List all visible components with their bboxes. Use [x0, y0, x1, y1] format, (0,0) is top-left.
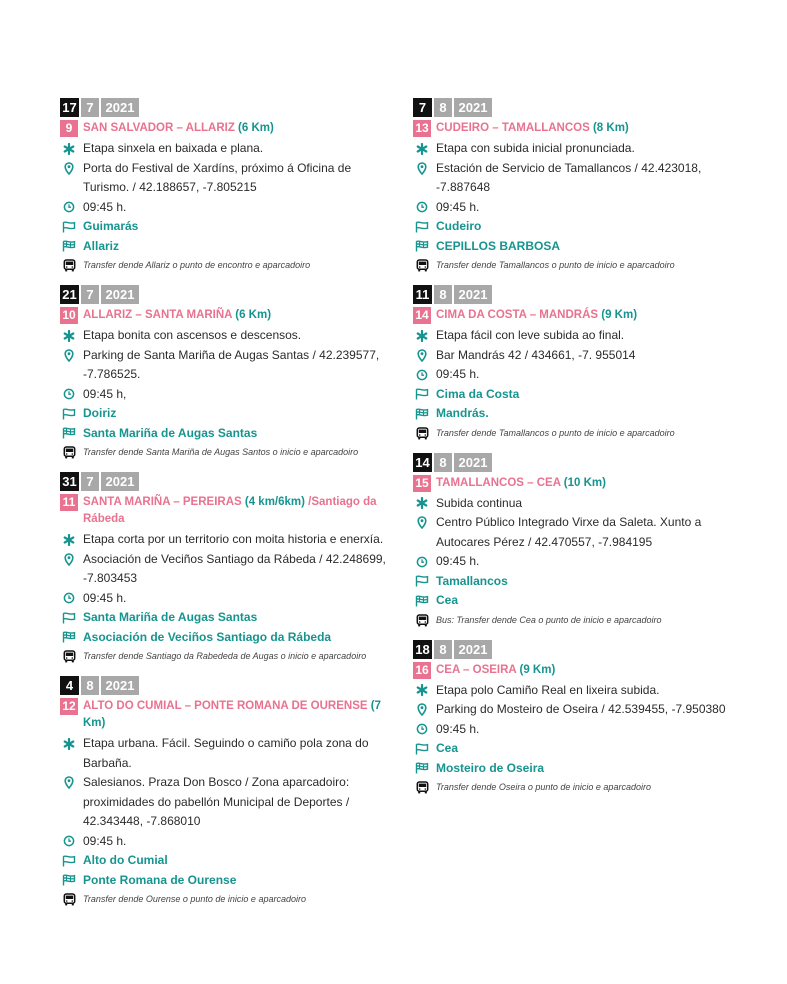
clock-icon	[413, 720, 431, 739]
transfer-note: Transfer dende Santa Mariña de Augas Santos o inicio e aparcadoiro	[83, 447, 359, 457]
date-badge	[413, 640, 748, 659]
clock-icon	[60, 198, 78, 217]
stage-card	[60, 285, 390, 462]
stage-title	[436, 475, 606, 492]
stage-description: Etapa bonita con ascensos e descensos.	[83, 328, 302, 342]
transfer-row	[413, 424, 748, 443]
bus-icon	[60, 443, 78, 462]
location-pin-icon	[60, 773, 78, 792]
description-row	[413, 139, 748, 159]
stage-number: 11	[60, 494, 78, 511]
stage-description: Etapa con subida inicial pronunciada.	[436, 141, 635, 155]
transfer-row	[60, 443, 390, 462]
bus-icon	[413, 424, 431, 443]
stage-title-row	[60, 698, 390, 732]
meeting-row	[413, 700, 748, 720]
transfer-row	[60, 890, 390, 909]
stage-title	[83, 494, 390, 528]
stage-title-row	[60, 494, 390, 528]
start-row	[60, 608, 390, 628]
start-time: 09:45 h.	[436, 367, 480, 381]
start-row	[60, 217, 390, 237]
checkered-flag-icon	[60, 237, 78, 256]
stage-card	[60, 472, 390, 666]
date-year: 2021	[101, 472, 139, 491]
meeting-point: Parking do Mosteiro de Oseira / 42.539455, -7.950380	[436, 702, 726, 716]
start-point: Santa Mariña de Augas Santas	[83, 610, 258, 624]
date-day: 31	[60, 472, 79, 491]
stage-description: Etapa fácil con leve subida ao final.	[436, 328, 625, 342]
date-month: 7	[81, 285, 99, 304]
date-badge	[413, 285, 748, 304]
bus-icon	[60, 890, 78, 909]
stage-number: 13	[413, 120, 431, 137]
stage-route: CIMA DA COSTA – MANDRÁS	[436, 309, 599, 321]
transfer-note: Transfer dende Santiago da Rabededa de Augas o inicio e aparcadoiro	[83, 651, 367, 661]
date-badge	[60, 98, 390, 117]
stage-card	[60, 676, 390, 909]
transfer-row	[413, 778, 748, 797]
asterisk-icon	[60, 734, 78, 753]
finish-row	[60, 871, 390, 891]
date-year: 2021	[101, 285, 139, 304]
flag-icon	[60, 217, 78, 236]
finish-point: Mandrás.	[436, 406, 489, 420]
stage-title	[83, 698, 390, 732]
finish-point: Mosteiro de Oseira	[436, 760, 545, 775]
checkered-flag-icon	[413, 404, 431, 423]
time-row	[60, 198, 390, 218]
location-pin-icon	[413, 513, 431, 532]
stage-card	[60, 98, 390, 275]
date-month: 7	[81, 472, 99, 491]
stage-distance: (10 Km)	[563, 476, 606, 489]
date-day: 21	[60, 285, 79, 304]
stage-number: 9	[60, 120, 78, 137]
checkered-flag-icon	[60, 628, 78, 647]
date-year: 2021	[454, 98, 492, 117]
stage-title	[436, 120, 629, 137]
asterisk-icon	[60, 139, 78, 158]
finish-point: CEPILLOS BARBOSA	[436, 238, 561, 253]
start-time: 09:45 h,	[83, 386, 127, 401]
transfer-row	[60, 256, 390, 275]
checkered-flag-icon	[413, 759, 431, 778]
start-row	[413, 385, 748, 405]
date-badge	[413, 453, 748, 472]
stage-number: 15	[413, 475, 431, 492]
stage-route: CUDEIRO – TAMALLANCOS	[436, 122, 590, 134]
transfer-row	[60, 647, 390, 666]
date-year: 2021	[454, 453, 492, 472]
date-badge	[60, 676, 390, 695]
transfer-row	[413, 256, 748, 275]
bus-icon	[60, 256, 78, 275]
stage-title	[436, 307, 637, 324]
location-pin-icon	[413, 159, 431, 178]
stage-title	[83, 307, 271, 324]
date-month: 8	[434, 285, 452, 304]
start-time: 09:45 h.	[83, 199, 127, 214]
clock-icon	[60, 589, 78, 608]
checkered-flag-icon	[60, 424, 78, 443]
description-row	[60, 734, 390, 773]
location-pin-icon	[60, 346, 78, 365]
description-row	[413, 494, 748, 514]
asterisk-icon	[60, 326, 78, 345]
start-time: 09:45 h.	[83, 590, 127, 605]
stage-title-row	[413, 307, 748, 324]
start-point: Guimarás	[83, 219, 139, 233]
location-pin-icon	[60, 550, 78, 569]
meeting-point: Porta do Festival de Xardíns, próximo á Oficina de Turismo. / 42.188657, -7.805215	[83, 160, 352, 194]
time-row	[413, 198, 748, 218]
start-row	[413, 739, 748, 759]
stage-title	[83, 120, 274, 137]
checkered-flag-icon	[413, 237, 431, 256]
clock-icon	[413, 365, 431, 384]
stage-route: SAN SALVADOR – ALLARIZ	[83, 122, 235, 134]
date-day: 4	[60, 676, 79, 695]
start-time: 09:45 h.	[436, 721, 480, 736]
bus-icon	[413, 778, 431, 797]
description-row	[413, 326, 748, 346]
stage-title-row	[60, 307, 390, 324]
asterisk-icon	[413, 326, 431, 345]
stage-distance: (8 Km)	[592, 122, 629, 134]
asterisk-icon	[60, 530, 78, 549]
transfer-note: Bus: Transfer dende Cea o punto de inicio e aparcadoiro	[436, 614, 662, 625]
time-row	[413, 720, 748, 740]
stage-card	[413, 285, 748, 443]
transfer-row	[413, 611, 748, 630]
finish-row	[60, 237, 390, 257]
transfer-note: Transfer dende Tamallancos o punto de inicio e aparcadoiro	[436, 260, 675, 270]
meeting-point: Centro Público Integrado Virxe da Saleta. Xunto a Autocares Pérez / 42.470557, -7.984195	[436, 515, 702, 549]
finish-row	[413, 759, 748, 779]
stage-number: 16	[413, 662, 431, 679]
asterisk-icon	[413, 139, 431, 158]
finish-point: Ponte Romana de Ourense	[83, 872, 237, 887]
right-column	[413, 98, 748, 807]
transfer-note: Transfer dende Tamallancos o punto de inicio e aparcadoiro	[436, 427, 675, 438]
date-day: 18	[413, 640, 432, 659]
clock-icon	[60, 832, 78, 851]
flag-icon	[413, 739, 431, 758]
stage-description: Subida continua	[436, 495, 523, 510]
meeting-row	[60, 550, 390, 589]
location-pin-icon	[60, 159, 78, 178]
stage-description: Etapa polo Camiño Real en lixeira subida.	[436, 682, 660, 697]
meeting-point: Bar Mandrás 42 / 434661, -7. 955014	[436, 347, 636, 362]
transfer-note: Transfer dende Ourense o punto de inicio e aparcadoiro	[83, 894, 306, 904]
start-point: Cima da Costa	[436, 386, 520, 401]
clock-icon	[60, 385, 78, 404]
meeting-row	[413, 513, 748, 552]
clock-icon	[413, 552, 431, 571]
start-point: Cea	[436, 741, 459, 755]
date-year: 2021	[454, 640, 492, 659]
time-row	[60, 832, 390, 852]
time-row	[413, 365, 748, 385]
meeting-row	[60, 346, 390, 385]
start-time: 09:45 h.	[83, 833, 127, 848]
bus-icon	[60, 647, 78, 666]
stage-title	[436, 662, 555, 679]
stage-distance: (9 Km)	[601, 309, 638, 321]
stage-distance: (6 Km)	[238, 122, 274, 134]
stage-extra: /Santiago da Rábeda	[83, 496, 377, 525]
stage-number: 12	[60, 698, 78, 715]
stage-distance: (7 Km)	[83, 700, 381, 729]
meeting-point: Asociación de Veciños Santiago da Rábeda / 42.248699, -7.803453	[83, 551, 386, 585]
start-row	[413, 217, 748, 237]
date-month: 8	[434, 98, 452, 117]
meeting-row	[60, 773, 390, 832]
stage-distance: (4 km/6km)	[244, 496, 305, 508]
clock-icon	[413, 198, 431, 217]
meeting-point: Parking de Santa Mariña de Augas Santas / 42.239577, -7.786525.	[83, 347, 380, 381]
description-row	[60, 139, 390, 159]
start-row	[413, 572, 748, 592]
stage-distance: (9 Km)	[519, 663, 556, 676]
flag-icon	[60, 851, 78, 870]
flag-icon	[60, 608, 78, 627]
date-day: 7	[413, 98, 432, 117]
stage-title-row	[413, 662, 748, 679]
bus-icon	[413, 256, 431, 275]
date-year: 2021	[101, 676, 139, 695]
transfer-note: Transfer dende Oseira o punto de inicio e aparcadoiro	[436, 782, 651, 792]
date-badge	[60, 472, 390, 491]
stage-card	[413, 453, 748, 630]
start-point: Alto do Cumial	[83, 853, 168, 867]
description-row	[413, 681, 748, 701]
start-point: Cudeiro	[436, 219, 482, 233]
flag-icon	[413, 217, 431, 236]
flag-icon	[413, 572, 431, 591]
stage-description: Etapa sinxela en baixada e plana.	[83, 141, 264, 155]
finish-point: Cea	[436, 593, 459, 607]
time-row	[60, 385, 390, 405]
start-point: Doiriz	[83, 406, 117, 420]
time-row	[413, 552, 748, 572]
stage-route: ALTO DO CUMIAL – PONTE ROMANA DE OURENSE	[83, 700, 368, 712]
date-month: 8	[81, 676, 99, 695]
stage-title-row	[413, 120, 748, 137]
asterisk-icon	[413, 681, 431, 700]
checkered-flag-icon	[60, 871, 78, 890]
date-month: 7	[81, 98, 99, 117]
stage-route: TAMALLANCOS – CEA	[436, 476, 561, 489]
start-time: 09:45 h.	[436, 199, 480, 214]
stage-route: ALLARIZ – SANTA MARIÑA	[83, 309, 233, 321]
stage-description: Etapa urbana. Fácil. Seguindo o camiño pola zona do Barbaña.	[83, 736, 369, 770]
start-row	[60, 851, 390, 871]
location-pin-icon	[413, 346, 431, 365]
stage-route: CEA – OSEIRA	[436, 663, 517, 676]
meeting-point: Salesianos. Praza Don Bosco / Zona aparcadoiro: proximidades do pabellón Municipal de Deportes / 42.343448, -7.868010	[83, 775, 350, 828]
start-row	[60, 404, 390, 424]
finish-row	[60, 628, 390, 648]
stage-distance: (6 Km)	[235, 309, 272, 321]
time-row	[60, 589, 390, 609]
date-day: 17	[60, 98, 79, 117]
stage-title-row	[60, 120, 390, 137]
description-row	[60, 326, 390, 346]
transfer-note: Transfer dende Allariz o punto de encontro e aparcadoiro	[83, 260, 311, 270]
start-time: 09:45 h.	[436, 554, 480, 568]
bus-icon	[413, 611, 431, 630]
flag-icon	[60, 404, 78, 423]
date-day: 11	[413, 285, 432, 304]
finish-row	[413, 404, 748, 424]
stage-route: SANTA MARIÑA – PEREIRAS	[83, 496, 242, 508]
date-year: 2021	[454, 285, 492, 304]
location-pin-icon	[413, 700, 431, 719]
left-column	[60, 98, 390, 919]
meeting-point: Estación de Servicio de Tamallancos / 42.423018, -7.887648	[436, 160, 702, 194]
date-badge	[60, 285, 390, 304]
meeting-row	[413, 346, 748, 366]
finish-row	[413, 591, 748, 611]
finish-row	[60, 424, 390, 444]
checkered-flag-icon	[413, 591, 431, 610]
stage-card	[413, 640, 748, 798]
description-row	[60, 530, 390, 550]
date-year: 2021	[101, 98, 139, 117]
finish-point: Santa Mariña de Augas Santas	[83, 425, 258, 440]
meeting-row	[60, 159, 390, 198]
stage-description: Etapa corta por un territorio con moita historia e enerxía.	[83, 532, 384, 546]
stage-number: 14	[413, 307, 431, 324]
date-badge	[413, 98, 748, 117]
stage-title-row	[413, 475, 748, 492]
finish-point: Asociación de Veciños Santiago da Rábeda	[83, 629, 332, 644]
date-month: 8	[434, 640, 452, 659]
finish-point: Allariz	[83, 238, 120, 253]
asterisk-icon	[413, 494, 431, 513]
start-point: Tamallancos	[436, 573, 508, 588]
stage-card	[413, 98, 748, 275]
date-day: 14	[413, 453, 432, 472]
date-month: 8	[434, 453, 452, 472]
stage-number: 10	[60, 307, 78, 324]
flag-icon	[413, 385, 431, 404]
meeting-row	[413, 159, 748, 198]
finish-row	[413, 237, 748, 257]
